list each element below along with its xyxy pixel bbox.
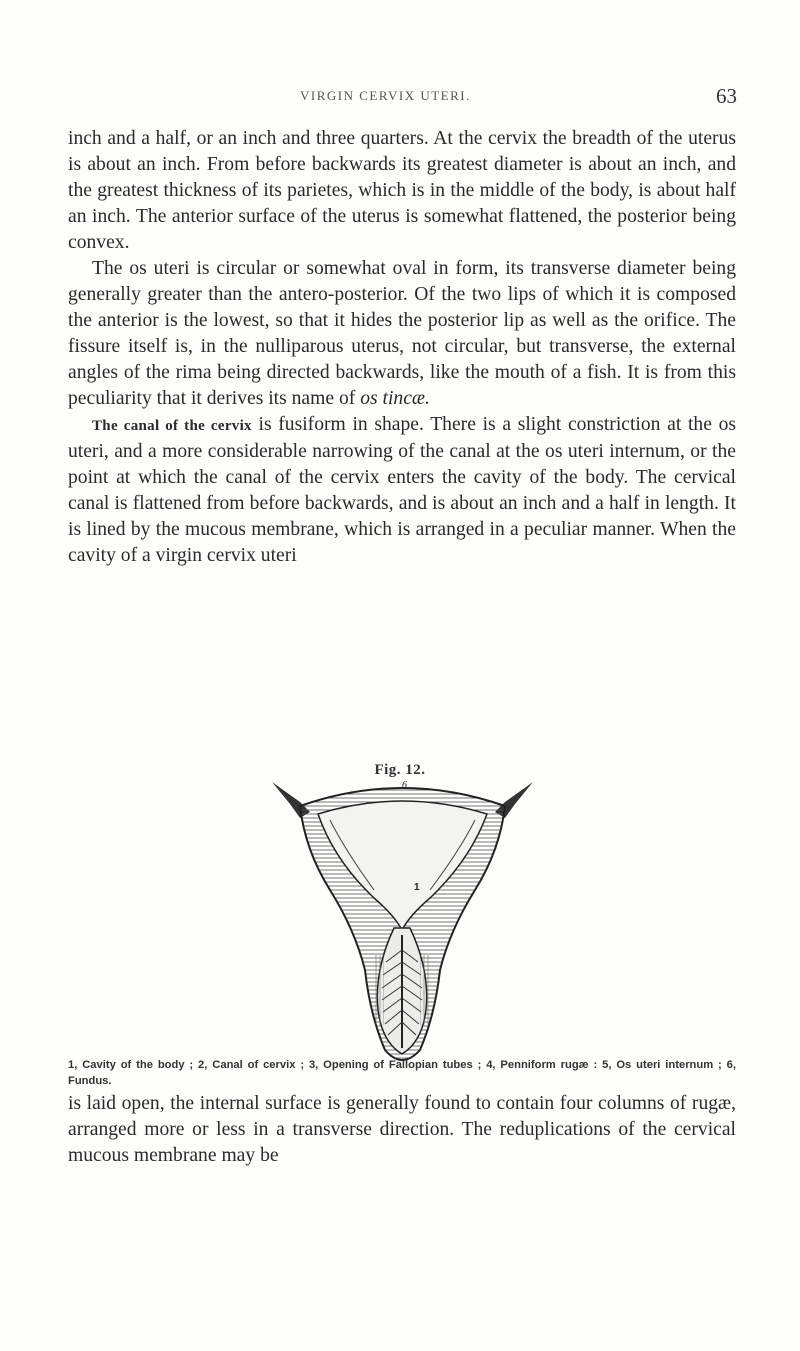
os-tincae-term: os tincæ. xyxy=(360,388,430,409)
running-title: VIRGIN CERVIX UTERI. xyxy=(300,88,471,103)
paragraph-dimensions: inch and a half, or an inch and three quarters. At the cervix the breadth of the uterus is about an inch. From before backwards its greatest diameter is about an inch, and the greatest thickness of its parietes, which is in the middle of the body, is about half an inch. The anterior surface of the uterus is somewhat flattened, the posterior being convex. xyxy=(68,128,736,253)
figure-caption: 1, Cavity of the body ; 2, Canal of cervix ; 3, Opening of Fallopian tubes ; 4, Penniform rugæ : 5, Os uteri internum ; 6, Fundus. xyxy=(68,1059,736,1087)
section-heading-canal: The canal of the cervix xyxy=(92,418,252,434)
os-uteri-text: The os uteri is circular or somewhat oval in form, its transverse diameter being generally greater than the antero-posterior. Of the two lips of which it is composed the anterior is the lowest, so that it hides the posterior lip as well as the orifice. The fissure itself is, in the nulliparous uterus, not circular, but transverse, the external angles of the rima being directed backwards, like the mouth of a fish. It is from this peculiarity that it derives its name of xyxy=(68,258,736,409)
paragraph-rugae: is laid open, the internal surface is generally found to contain four columns of rugæ, arranged more or less in a transverse direction. The reduplications of the cervical mucous membrane may be xyxy=(68,1093,736,1166)
cervical-canal-text: is fusiform in shape. There is a slight constriction at the os uteri, and a more considerable narrowing of the canal at the os uteri internum, or the point at which the canal of the cervix enters the cavity of the body. The cervical canal is flattened from before backwards, and is about an inch and a half in length. It is lined by the mucous membrane, which is arranged in a peculiar manner. When the cavity of a virgin cervix uteri xyxy=(68,414,736,566)
figure-label: Fig. 12. xyxy=(374,762,426,778)
body-text-top xyxy=(68,126,736,569)
marker-1: 1 xyxy=(414,882,420,893)
running-head xyxy=(0,84,800,108)
uterus-illustration xyxy=(270,780,535,1065)
paragraph-os-uteri xyxy=(68,256,736,412)
body-text-bottom xyxy=(68,1091,736,1169)
page-number: 63 xyxy=(716,84,737,108)
paragraph-cervical-canal xyxy=(68,412,736,569)
marker-6: 6 xyxy=(402,780,407,791)
